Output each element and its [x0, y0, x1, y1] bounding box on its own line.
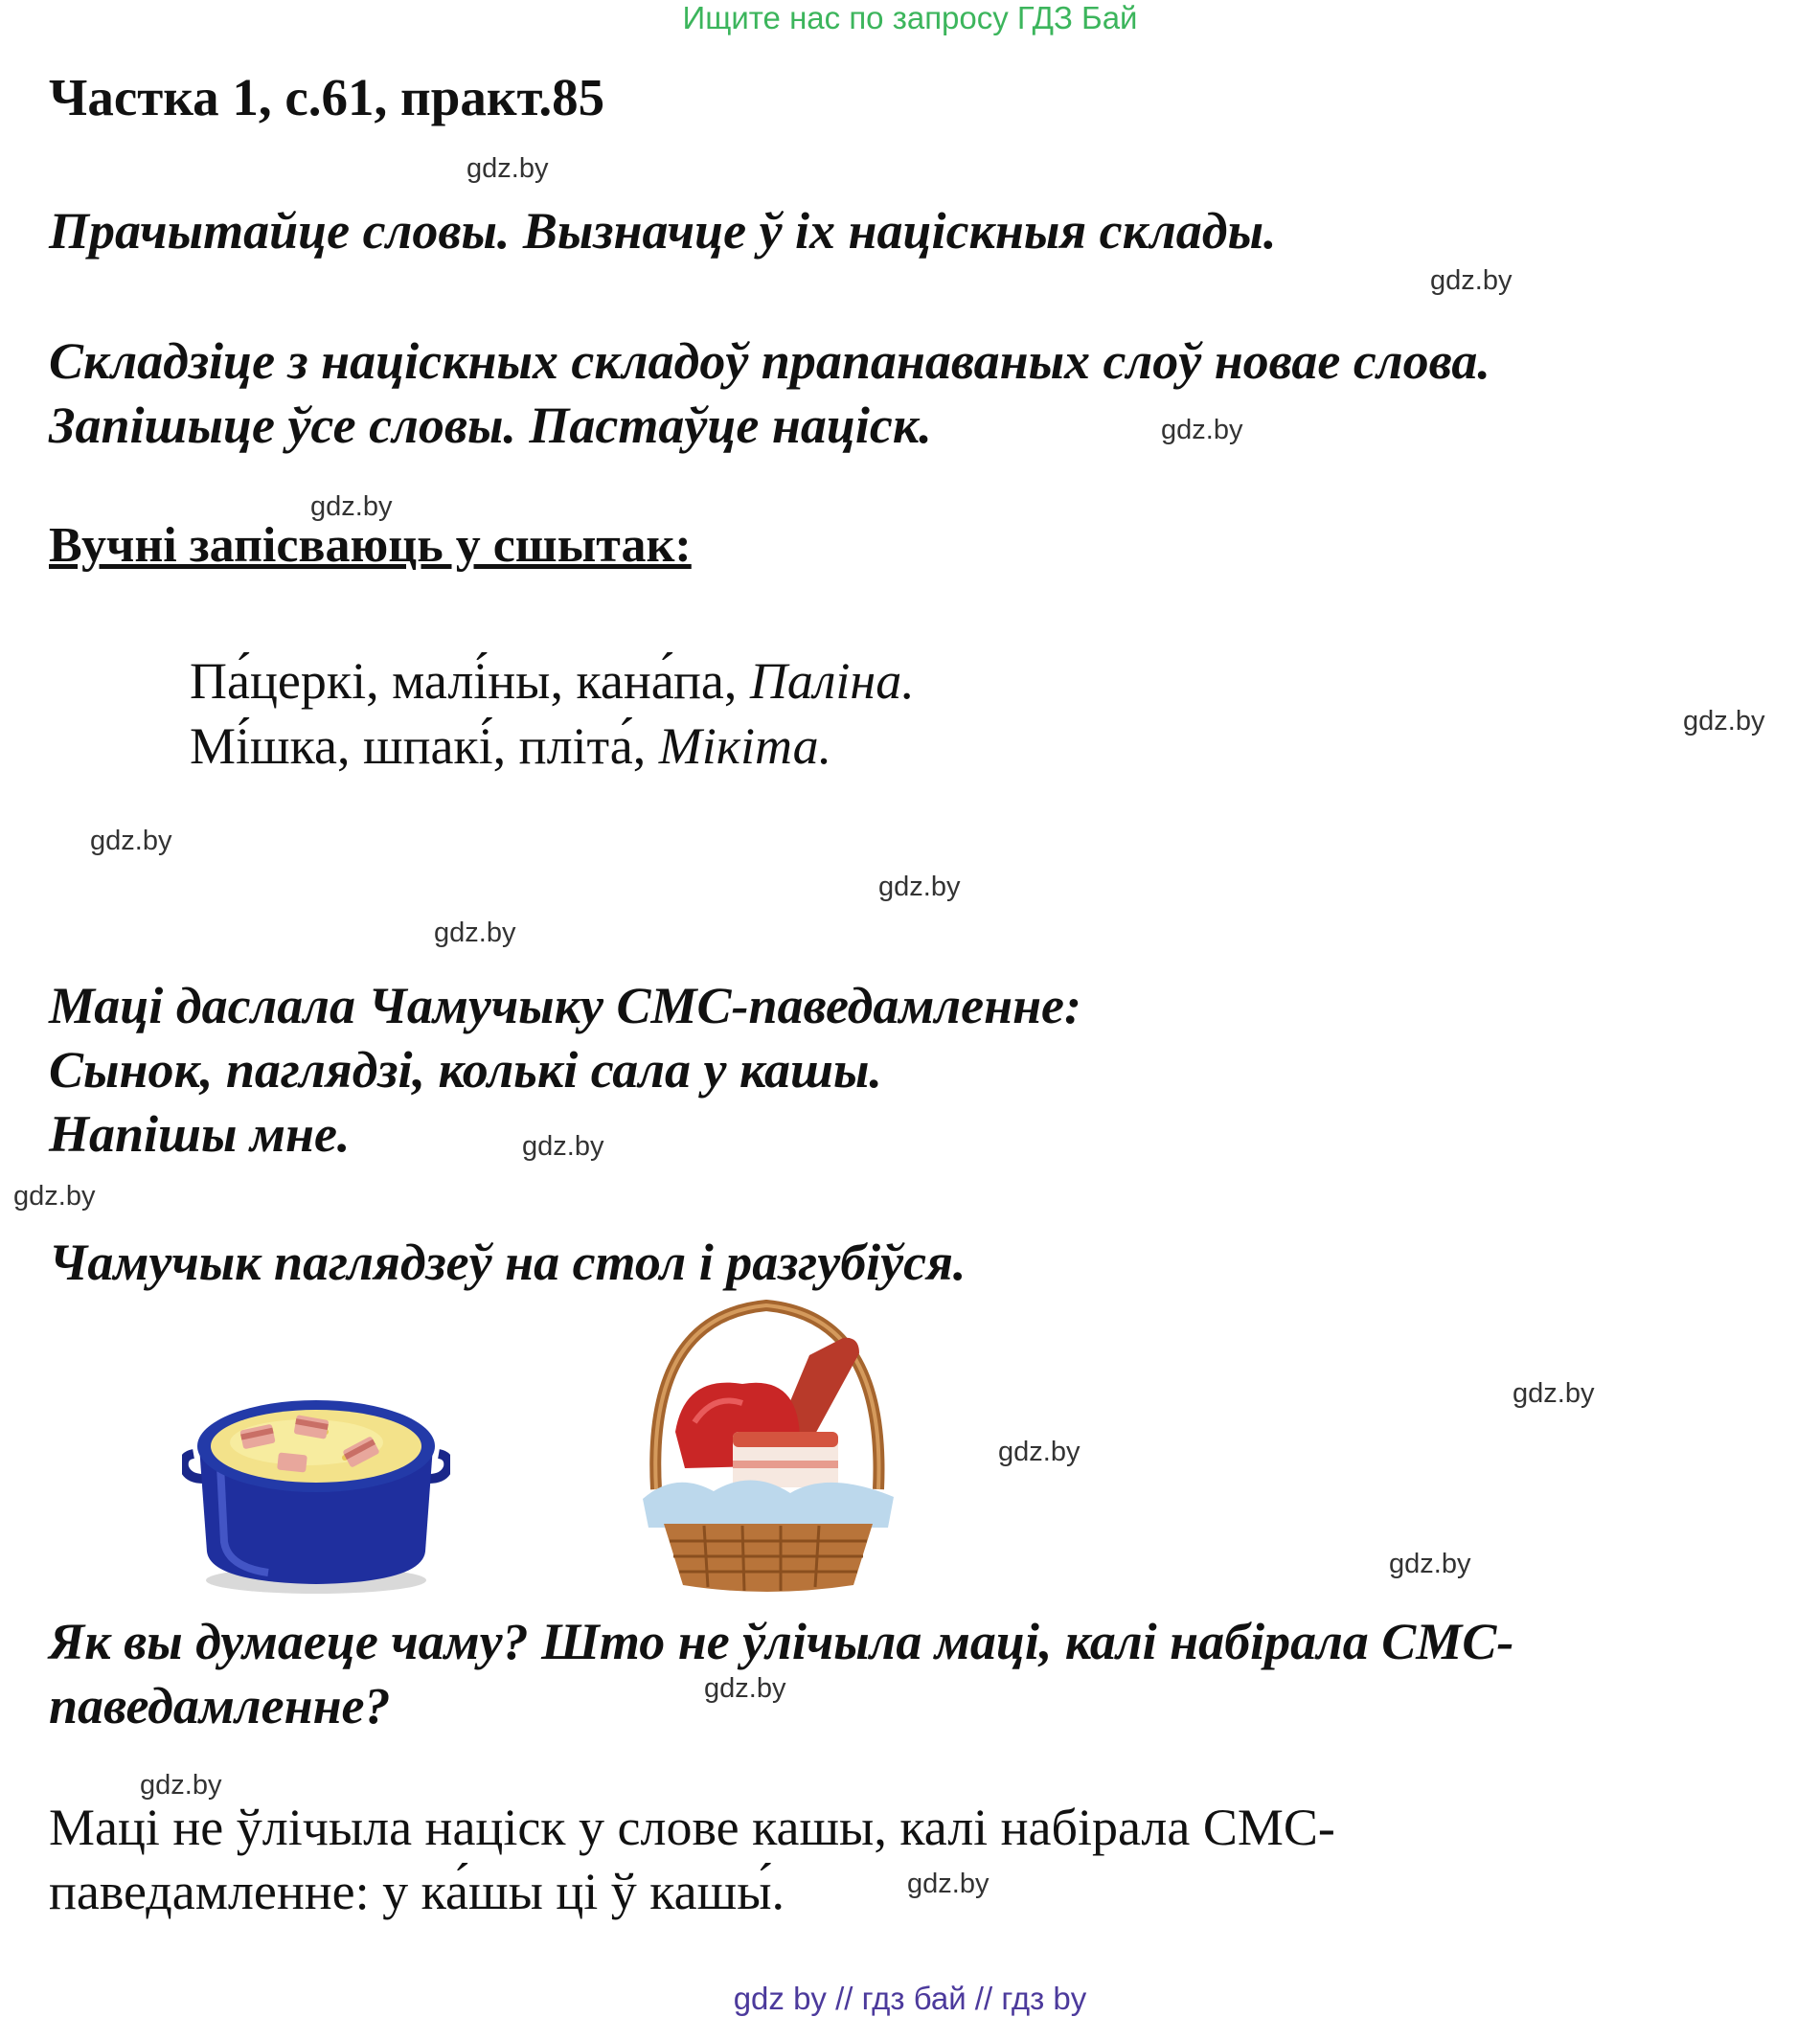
task-instruction-2-line-2: Запішыце ўсе словы. Пастаўце націск. — [49, 397, 932, 454]
watermark: gdz.by — [907, 1869, 990, 1899]
answer-text — [49, 1796, 1751, 1924]
words-line-1 — [190, 651, 915, 711]
watermark: gdz.by — [1161, 415, 1243, 445]
watermark: gdz.by — [878, 872, 961, 902]
top-banner[interactable]: Ищите нас по запросу ГДЗ Бай — [682, 0, 1138, 35]
task-instruction-2-line-1: Складзіце з націскных складоў прапанаваных слоў новае слова. — [49, 332, 1490, 390]
porridge-pot-image — [182, 1379, 450, 1599]
reaction-text: Чамучык паглядзеў на стол і разгубіўся. — [49, 1234, 967, 1291]
watermark: gdz.by — [704, 1673, 786, 1704]
words-line-1-italic: Паліна. — [749, 652, 915, 710]
watermark: gdz.by — [13, 1181, 96, 1212]
basket-with-meat-image — [637, 1298, 900, 1599]
watermark: gdz.by — [140, 1770, 222, 1801]
watermark: gdz.by — [522, 1131, 604, 1162]
watermark: gdz.by — [1513, 1378, 1595, 1409]
watermark: gdz.by — [1683, 706, 1765, 737]
answer-heading: Вучні запісваюць у сшытак: — [49, 518, 692, 573]
footer-links[interactable]: gdz by // гдз бай // гдз by — [733, 1981, 1087, 2016]
answer-line-1: Маці не ўлічыла націск у слове кашы, калі набірала СМС- — [49, 1799, 1335, 1856]
question-line-2: паведамленне? — [49, 1677, 391, 1734]
words-line-2 — [190, 716, 831, 776]
sms-line-3: Напішы мне. — [49, 1105, 351, 1163]
answer-line-2: паведамленне: у ка́шы ці ў кашы́. — [49, 1863, 785, 1920]
watermark: gdz.by — [998, 1437, 1081, 1467]
watermark: gdz.by — [434, 918, 516, 948]
page-title: Частка 1, с.61, практ.85 — [49, 68, 605, 126]
watermark: gdz.by — [90, 826, 172, 856]
watermark: gdz.by — [1430, 265, 1513, 296]
sms-line-1: Маці даслала Чамучыку СМС-паведамленне: — [49, 977, 1081, 1034]
sms-text — [49, 974, 1751, 1167]
task-instruction-1: Прачытайце словы. Вызначце ў іх націскныя склады. — [49, 202, 1277, 260]
words-line-2-plain: Мі́шка, шпакі́, пліта́, — [190, 717, 659, 775]
task-instruction-2 — [49, 329, 1751, 458]
words-line-1-plain: Па́церкі, малі́ны, кана́па, — [190, 652, 750, 710]
question-line-1: Як вы думаеце чаму? Што не ўлічыла маці, калі набірала СМС- — [49, 1613, 1514, 1670]
watermark: gdz.by — [466, 153, 549, 184]
question-text — [49, 1610, 1751, 1738]
watermark: gdz.by — [1389, 1549, 1471, 1579]
sms-line-2: Сынок, паглядзі, колькі сала у кашы. — [49, 1041, 882, 1099]
watermark: gdz.by — [310, 491, 393, 522]
words-line-2-italic: Мікіта. — [658, 717, 832, 775]
